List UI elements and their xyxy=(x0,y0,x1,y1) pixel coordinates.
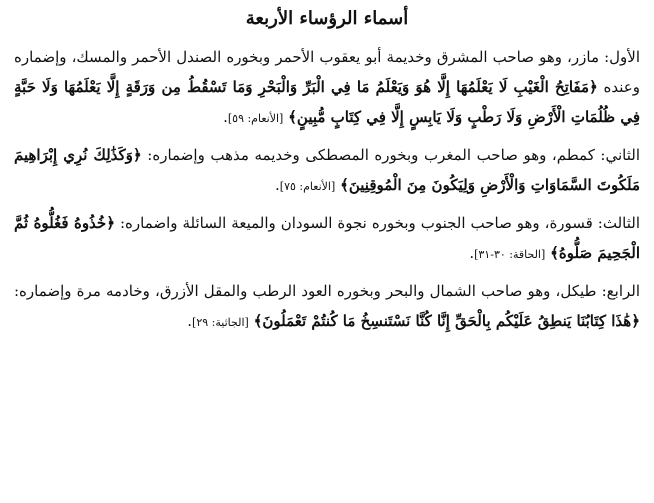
paragraph-text: الأول: مازر، وهو صاحب المشرق وخديمة أبو يعقوب الأحمر وبخوره الصندل الأحمر والمسك، وإضماره وعنده xyxy=(14,48,640,96)
quran-verse: ﴿خُذُوهُ فَغُلُّوهُ ثُمَّ الْجَحِيمَ صَلُّوهُ﴾ xyxy=(14,214,640,262)
paragraph-third-chief xyxy=(14,208,640,270)
verse-reference: [الجاثية: ٢٩] xyxy=(192,316,249,329)
sentence-end: . xyxy=(469,244,475,262)
paragraph-first-chief xyxy=(14,42,640,134)
quran-verse: ﴿مَفَاتِحُ الْغَيْبِ لَا يَعْلَمُهَا إِلَّا هُوَ وَيَعْلَمُ مَا فِي الْبَرِّ وَالْبَحْرِ وَمَا تَسْقُطُ مِن وَرَقَةٍ إِلَّا يَعْلَمُهَا وَلَا حَبَّةٍ فِي ظُلُمَاتِ الْأَرْضِ وَلَا رَطْبٍ وَلَا يَابِسٍ إِلَّا فِي كِتَابٍ مُّبِينٍ﴾ xyxy=(14,78,640,126)
sentence-end: . xyxy=(223,108,228,126)
paragraph-fourth-chief xyxy=(14,276,640,338)
paragraph-second-chief xyxy=(14,140,640,202)
page-title: أسماء الرؤساء الأربعة xyxy=(245,8,409,29)
paragraph-text: الرابع: طيكل، وهو صاحب الشمال والبحر وبخوره العود الرطب والمقل الأزرق، وخادمه مرة وإضماره: xyxy=(14,282,640,300)
sentence-end: . xyxy=(187,312,193,330)
verse-reference: [الأنعام: ٥٩] xyxy=(227,112,284,125)
paragraph-text: الثاني: كمطم، وهو صاحب المغرب وبخوره المصطكى وخديمه مذهب وإضماره: xyxy=(147,146,640,164)
paragraph-text: الثالث: قسورة، وهو صاحب الجنوب وبخوره نجوة السودان والميعة السائلة واضماره: xyxy=(119,214,640,232)
quran-verse: ﴿وَكَذَٰلِكَ نُرِي إِبْرَاهِيمَ مَلَكُوتَ السَّمَاوَاتِ وَالْأَرْضِ وَلِيَكُونَ مِنَ الْمُوقِنِينَ﴾ xyxy=(14,146,640,194)
quran-verse: ﴿هَٰذَا كِتَابُنَا يَنطِقُ عَلَيْكُم بِالْحَقِّ إِنَّا كُنَّا نَسْتَنسِخُ مَا كُنتُمْ تَعْمَلُونَ﴾ xyxy=(253,312,640,330)
verse-reference: [الأنعام: ٧٥] xyxy=(279,180,336,193)
verse-reference: [الحاقة: ٣٠-٣١] xyxy=(474,248,546,261)
sentence-end: . xyxy=(275,176,280,194)
